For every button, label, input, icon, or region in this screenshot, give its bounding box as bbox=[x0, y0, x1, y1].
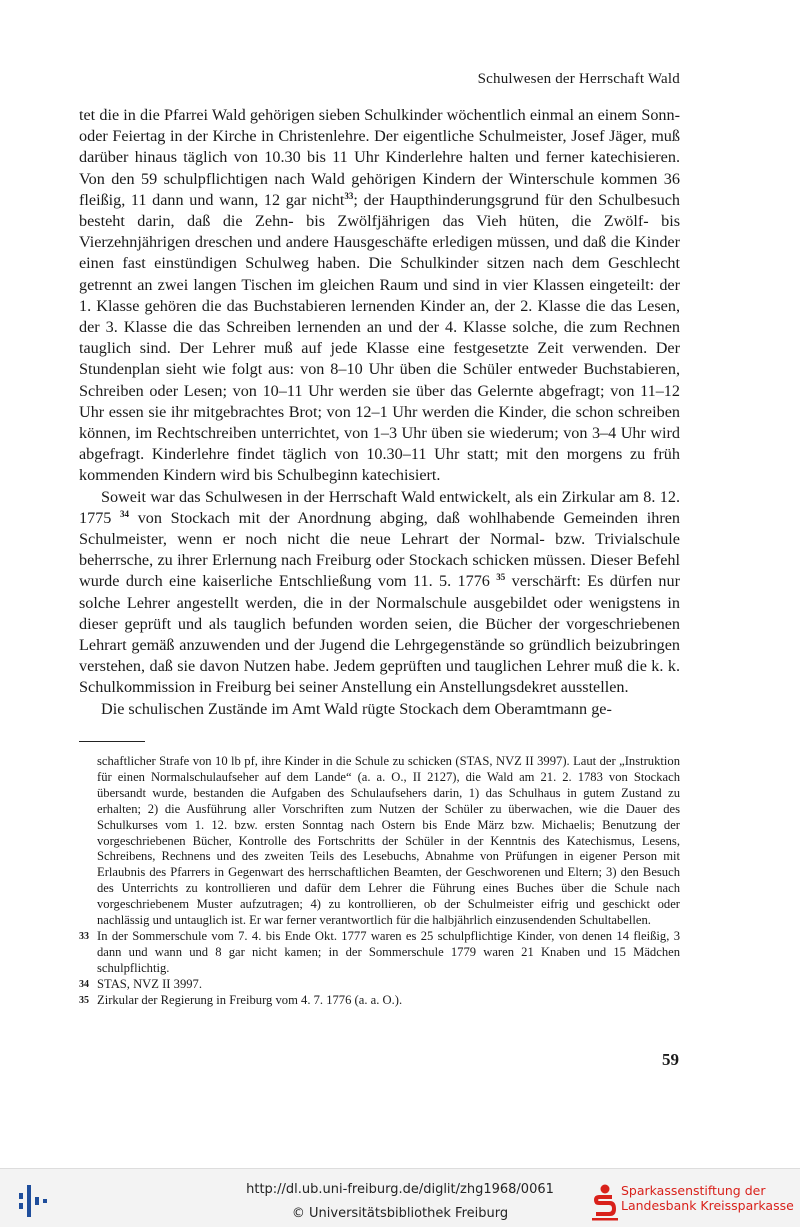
paragraph-1: tet die in die Pfarrei Wald gehörigen sieben Schulkinder wöchentlich einmal an einem Sonn- oder Feiertag in der Kirche in Christenlehre. Der eigentliche Schulmeister, Josef Jäger, muß darüber hinaus täglich von 10.30 bis 11 Uhr Kinderlehre halten und ferner katechisieren. Von den 59 schulpflichtigen nach Wald gehörigen Kindern der Winterschule kommen 36 fleißig, 11 dann und wann, 12 gar nicht$^{33}$; der Haupthinderungsgrund für den Schulbesuch besteht darin, daß die Zehn- bis Zwölfjährigen das Vieh hüten, die Zwölf- bis Vierzehnjährigen dreschen und andere Hausgeschäfte erledigen müssen, und daß die Kinder einen fast einstündigen Schulweg haben. Die Schulkinder sitzen nach dem Geschlecht getrennt an zwei langen Tischen im gleichen Raum und sind in vier Klassen eingeteilt: der 1. Klasse gehören die das Buchstabieren lernenden Kinder an, der 2. Klasse die das Lesen, der 3. Klasse die das Schreiben lernenden an und der 4. Klasse solche, die zum Rechnen tauglich sind. Der Lehrer muß auf jede Klasse eine festgesetzte Zeit verwenden. Der Stundenplan sieht wie folgt aus: von 8–10 Uhr üben die Schüler entweder Buchstabieren, Schreiben oder Lesen; von 10–11 Uhr werden sie über das Gelernte abgefragt; von 11–12 Uhr essen sie ihr mitgebrachtes Brot; von 12–1 Uhr werden die Kinder, die schon schreiben können, im Rechtschreiben unterrichtet, von 1–3 Uhr üben sie wiederum; von 3–4 Uhr wird abgefragt. Kinderlehre findet täglich von 10.30–11 Uhr statt; mit den morgens zu früh kommenden Kindern wird bis Schulbeginn katechisiert. bbox=[79, 106, 681, 485]
running-header: Schulwesen der Herrschaft Wald bbox=[477, 71, 680, 87]
footnote-continuation: schaftlicher Strafe von 10 lb pf, ihre Kinder in die Schule zu schicken (STAS, NVZ II 3997). Laut der „Instruktion für einen Normalschulaufseher auf dem Lande“ (a. a. O., II 2127), die Wald am 21. 2. 1783 von Stockach übersandt wurde, bestanden die Aufgaben des Schulaufsehers darin, 1) das Schulhaus in gutem Zustand zu erhalten; 2) die Ausführung aller Vorschriften zum Nutzen der Schüler zu überwachen, wie die Dauer des Schulkurses vom 1. 12. bzw. ersten Sonntag nach Ostern bis Ende März bzw. Michaelis; Benutzung der vorgeschriebenen Bücher, Kontrolle des Fortschritts der Schüler in der Kenntnis des Katechismus, Lesens, Schreibens, Rechnens und des zweiten Teils des Lesebuchs, Abnahme von Prüfungen in eigener Person mit Erlaubnis des Pfarrers in Gegenwart des herrschaftlichen Beamten, der Geschworenen und Eltern; 3) den Besuch des Unterrichts zu kontrollieren und dafür dem Lehrer die Führung eines Buches über die Schule nach vorgeschriebenem Muster aufzutragen; 4) zu kontrollieren, ob der Schulmeister eifrig und geschickt oder nachlässig und untauglich ist. Er war ferner verantwortlich für die halbjährlich einzusendenden Schultabellen. bbox=[97, 754, 680, 928]
footnotes bbox=[79, 754, 680, 1009]
footnote-text: In der Sommerschule vom 7. 4. bis Ende Okt. 1777 waren es 25 schulpflichtige Kinder, von denen 14 fleißig, 3 dann und wann und 8 gar nicht kamen; in der Sommerschule 1779 waren 21 Knaben und 15 Mädchen schulpflichtig. bbox=[97, 928, 680, 975]
footnote-number: 33 bbox=[79, 930, 89, 942]
footnote-separator bbox=[79, 741, 145, 742]
sponsor-name: Sparkassenstiftung der Landesbank Kreissparkasse bbox=[621, 1183, 794, 1213]
footnote-text: STAS, NVZ II 3997. bbox=[97, 976, 202, 991]
page-number: 59 bbox=[662, 1050, 679, 1069]
sparkasse-logo-icon bbox=[590, 1183, 620, 1221]
footnote-ref-33[interactable]: 33 bbox=[344, 190, 354, 201]
main-text bbox=[79, 105, 680, 720]
sponsor-block[interactable] bbox=[590, 1183, 795, 1223]
footnote-number: 35 bbox=[79, 994, 89, 1006]
footnote-ref-35[interactable]: 35 bbox=[496, 572, 506, 583]
copyright-notice: © Universitätsbibliothek Freiburg bbox=[291, 1206, 509, 1221]
permalink-url[interactable]: http://dl.ub.uni-freiburg.de/diglit/zhg1968/0061 bbox=[246, 1182, 554, 1197]
footnote-34 bbox=[79, 977, 680, 993]
footnote-33 bbox=[79, 929, 680, 977]
footnote-text: Zirkular der Regierung in Freiburg vom 4. 7. 1776 (a. a. O.). bbox=[97, 992, 403, 1007]
viewer-footer bbox=[0, 1168, 800, 1227]
footnote-ref-34[interactable]: 34 bbox=[120, 508, 130, 519]
paragraph-3: Die schulischen Zustände im Amt Wald rügte Stockach dem Oberamtmann ge- bbox=[101, 699, 612, 718]
paragraph-2: Soweit war das Schulwesen in der Herrschaft Wald entwickelt, als ein Zirkular am 8. 12. 1775 $^{34}$ von Stockach mit der Anordnung abging, daß wohlhabende Gemeinden ihren Schulmeister, wenn er noch nicht die neue Lehrart der Normal- bzw. Trivialschule beherrsche, zu ihrer Erlernung nach Freiburg oder Stockach schicken müssen. Dieser Befehl wurde durch eine kaiserliche Entschließung vom 11. 5. 1776 $^{35}$ verschärft: Es dürfen nur solche Lehrer angestellt werden, die in der Normalschule ausgebildet oder wenigstens in dieser geprüft und als tauglich befunden worden seien, die Bücher der vorgeschriebenen Lehrart gemäß anzuwenden und der Jugend die Lehrgegenstände so gründlich beizubringen verstehen, daß sie davon Nutzen habe. Jedem geprüften und tauglichen Lehrer muß die k. k. Schulkommission in Freiburg bei seiner Anstellung ein Anstellungsdekret ausstellen. bbox=[79, 487, 681, 697]
footnote-number: 34 bbox=[79, 978, 89, 990]
footnote-35 bbox=[79, 993, 680, 1009]
